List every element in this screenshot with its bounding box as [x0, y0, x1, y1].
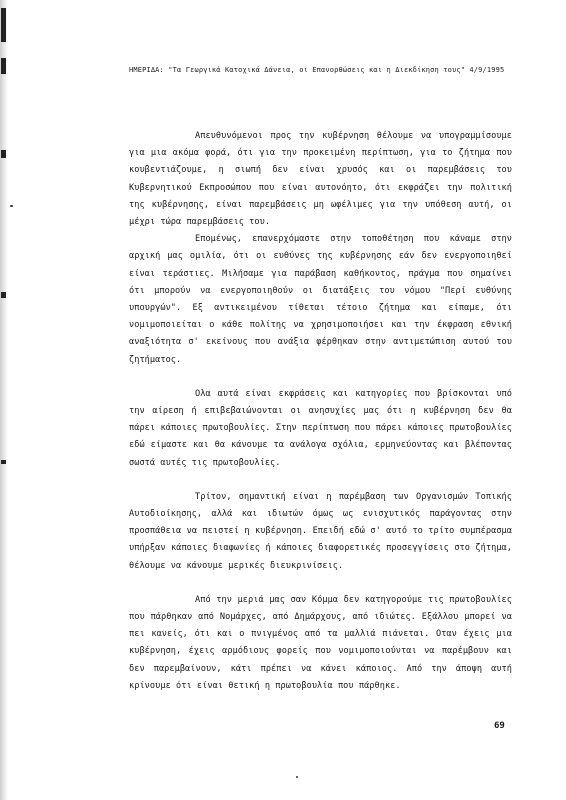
document-header: ΗΜΕΡΙΔΑ: "Τα Γεωργικά Κατοχικά Δάνεια, οι Επανορθώσεις και η Διεκδίκηση τους" 4/9/1995: [129, 66, 505, 74]
scan-edge-shadow: [0, 0, 8, 800]
scan-speck: [296, 776, 298, 778]
scan-edge-mark: [1, 150, 6, 158]
scan-edge-mark: [1, 8, 6, 42]
paragraph: Τρίτον, σημαντική είναι η παρέμβαση των Οργανισμών Τοπικής Αυτοδιοίκησης, αλλά και ιδιωτών όμως ως ενισχυτικός παράγοντας στην προσπάθεια να πειστεί η κυβέρνηση. Επειδή εδώ σ' αυτό το τρίτο συμπέρασμα υπήρξαν κάποιες διαφωνίες ή κάποιες διαφορετικές προσεγγίσεις στο ζήτημα, θέλουμε να κάνουμε μερικές διευκρινίσεις.: [129, 491, 512, 571]
scan-speck: [10, 205, 13, 207]
document-body: [129, 128, 512, 695]
scan-edge-mark: [1, 292, 6, 298]
scan-edge-mark: [1, 58, 6, 74]
paragraph: Ολα αυτά είναι εκφράσεις και κατηγορίες που βρίσκονται υπό την αίρεση ή επιβεβαιώνονται οι ανησυχίες μας ότι η κυβέρνηση δεν θα πάρει κάποιες πρωτοβουλίες. Στην περίπτωση που πάρει κάποιες πρωτοβουλίες εδώ είμαστε και θα κάνουμε τα ανάλογα σχόλια, ερμηνεύοντας και βλέποντας σωστά αυτές τις πρωτοβουλίες.: [129, 388, 512, 468]
paragraph: Από την μεριά μας σαν Κόμμα δεν κατηγορούμε τις πρωτοβουλίες που πάρθηκαν από Νομάρχες, από Δημάρχους, από ιδιώτες. Εξάλλου μπορεί να πει κανείς, ότι και ο πνιγμένος από τα μαλλιά πιάνεται. Οταν έχεις μια κυβέρνηση, έχεις αρμόδιους φορείς που νομιμοποιούνται να παρέμβουν και δεν παρεμβαίνουν, κάτι πρέπει να κάνει κάποιος. Από την άποψη αυτή κρίνουμε ότι είναι θετική η πρωτοβουλία που πάρθηκε.: [129, 594, 512, 691]
scan-edge-mark: [1, 460, 6, 464]
page-number: 69: [494, 721, 505, 731]
paragraph: Απευθυνόμενοι προς την κυβέρνηση θέλουμε να υπογραμμίσουμε για μια ακόμα φορά, ότι για την προκειμένη περίπτωση, για το ζήτημα που κουβεντιάζουμε, η σιωπή δεν είναι χρυσός και οι παρεμβάσεις του Κυβερνητικού Εκπροσώπου που είναι αυτονόητο, ότι εκφράζει την πολιτική της κυβέρνησης, είναι παρεμβάσεις μη ωφέλιμες για την υπόθεση αυτή, οι μέχρι τώρα παρεμβάσεις του.: [129, 131, 512, 228]
paragraph: Επομένως, επανερχόμαστε στην τοποθέτηση που κάναμε στην αρχική μας ομιλία, ότι οι ευθύνες της κυβέρνησης εάν δεν ενεργοποιηθεί είναι τεράστιες. Μιλήσαμε για παράβαση καθήκοντος, πράγμα που σημαίνει ότι μπορούν να ενεργοποιηθούν οι διατάξεις του νόμου "Περί ευθύνης υπουργών". Εξ αντικειμένου τίθεται τέτοιο ζήτημα και είπαμε, ότι νομιμοποιείται ο κάθε πολίτης να χρησιμοποιήσει και την έκφραση εθνική αναξιότητα σ' εκείνους που ανάξια φέρθηκαν στην αντιμετώπιση αυτού του ζητήματος.: [129, 234, 512, 365]
